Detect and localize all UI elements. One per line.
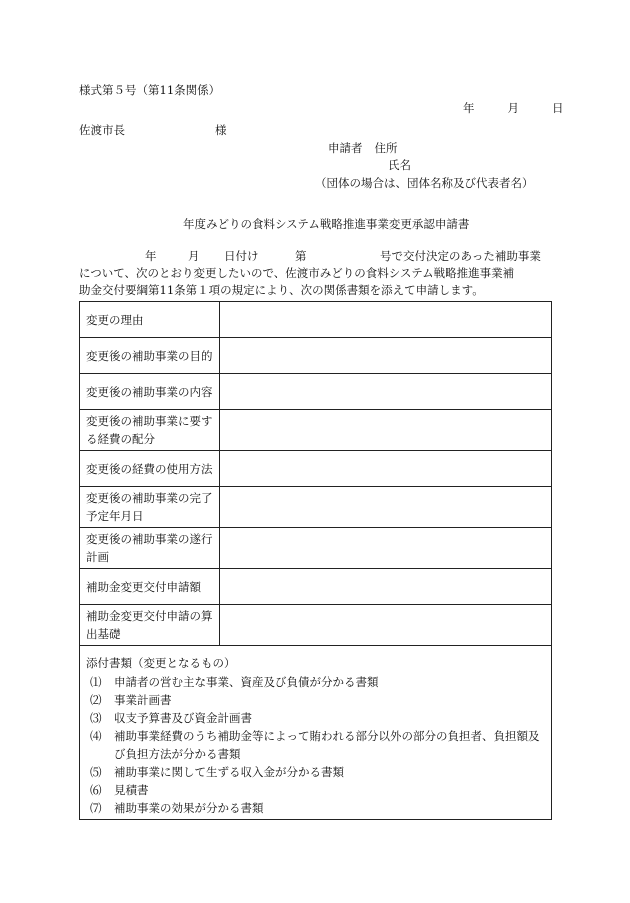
attachment-number: ⑷ xyxy=(90,729,102,743)
row-value-purpose[interactable] xyxy=(220,338,552,374)
table-row xyxy=(80,646,552,820)
row-value-expense-usage[interactable] xyxy=(220,451,552,487)
attachment-item xyxy=(86,673,545,691)
attachment-text: 補助事業の効果が分かる書類 xyxy=(114,801,264,815)
row-value-application-amount[interactable] xyxy=(220,569,552,605)
addressee-name: 佐渡市長 xyxy=(79,123,125,137)
attachment-number: ⑶ xyxy=(90,711,102,725)
row-value-completion-date[interactable] xyxy=(220,487,552,528)
addressee-suffix: 様 xyxy=(215,123,227,137)
attachment-item xyxy=(86,727,545,763)
table-row xyxy=(80,451,552,487)
attachment-text: 見積書 xyxy=(114,783,149,797)
date-day-label: 日 xyxy=(552,101,564,115)
body-line-3: 助金交付要綱第11条第１項の規定により、次の関係書類を添えて申請します。 xyxy=(79,283,484,297)
row-label-expense-allocation: 変更後の補助事業に要する経費の配分 xyxy=(80,410,220,451)
body-line-2: について、次のとおり変更したいので、佐渡市みどりの食料システム戦略推進事業補 xyxy=(79,266,515,280)
table-row xyxy=(80,302,552,338)
body-line-1 xyxy=(79,248,551,265)
row-label-application-amount: 補助金変更交付申請額 xyxy=(80,569,220,605)
date-line xyxy=(463,100,564,116)
row-value-execution-plan[interactable] xyxy=(220,528,552,569)
table-row xyxy=(80,605,552,646)
table-row xyxy=(80,410,552,451)
row-label-expense-usage: 変更後の経費の使用方法 xyxy=(80,451,220,487)
applicant-name-label: 氏名 xyxy=(388,158,411,172)
table-row xyxy=(80,528,552,569)
applicant-label: 申請者 xyxy=(328,141,363,155)
change-items-table xyxy=(79,301,552,820)
row-value-reason[interactable] xyxy=(220,302,552,338)
attachment-item xyxy=(86,691,545,709)
attachment-text: 補助事業経費のうち補助金等によって賄われる部分以外の部分の負担者、負担額及び負担方法が分かる書類 xyxy=(114,729,540,761)
attachments-cell xyxy=(80,646,552,820)
attachment-item xyxy=(86,799,545,817)
body-line-1-rest: 号で交付決定のあった補助事業 xyxy=(380,249,541,263)
row-label-completion-date: 変更後の補助事業の完了予定年月日 xyxy=(80,487,220,528)
attachment-text: 事業計画書 xyxy=(114,693,172,707)
row-label-execution-plan: 変更後の補助事業の遂行計画 xyxy=(80,528,220,569)
table-row xyxy=(80,487,552,528)
row-value-expense-allocation[interactable] xyxy=(220,410,552,451)
body-year-label: 年 xyxy=(145,249,157,263)
attachment-text: 補助事業に関して生ずる収入金が分かる書類 xyxy=(114,765,344,779)
attachments-heading: 添付書類（変更となるもの） xyxy=(86,656,236,670)
attachment-item xyxy=(86,781,545,799)
body-number-label: 第 xyxy=(295,249,307,263)
attachment-number: ⑺ xyxy=(90,801,102,815)
row-label-calculation-basis: 補助金変更交付申請の算出基礎 xyxy=(80,605,220,646)
applicant-note: （団体の場合は、団体名称及び代表者名） xyxy=(315,176,534,190)
row-label-reason: 変更の理由 xyxy=(80,302,220,338)
table-row xyxy=(80,374,552,410)
table-row xyxy=(80,569,552,605)
attachment-text: 申請者の営む主な事業、資産及び負債が分かる書類 xyxy=(114,675,379,689)
document-title: 年度みどりの食料システム戦略推進事業変更承認申請書 xyxy=(183,217,470,231)
address-label: 住所 xyxy=(374,141,398,155)
body-month-label: 月 xyxy=(188,249,200,263)
attachment-item xyxy=(86,763,545,781)
attachment-number: ⑴ xyxy=(90,675,102,689)
date-year-label: 年 xyxy=(463,101,475,115)
body-paragraph xyxy=(79,248,551,299)
attachment-text: 収支予算書及び資金計画書 xyxy=(114,711,252,725)
row-label-content: 変更後の補助事業の内容 xyxy=(80,374,220,410)
attachment-number: ⑹ xyxy=(90,783,102,797)
table-row xyxy=(80,338,552,374)
addressee xyxy=(79,122,227,138)
row-label-purpose: 変更後の補助事業の目的 xyxy=(80,338,220,374)
attachment-item xyxy=(86,709,545,727)
row-value-content[interactable] xyxy=(220,374,552,410)
attachment-number: ⑸ xyxy=(90,765,102,779)
form-number: 様式第５号（第11条関係） xyxy=(79,83,221,97)
applicant-address-line xyxy=(328,140,398,156)
attachment-number: ⑵ xyxy=(90,693,102,707)
body-dated-label: 日付け xyxy=(224,249,259,263)
date-month-label: 月 xyxy=(507,101,519,115)
row-value-calculation-basis[interactable] xyxy=(220,605,552,646)
